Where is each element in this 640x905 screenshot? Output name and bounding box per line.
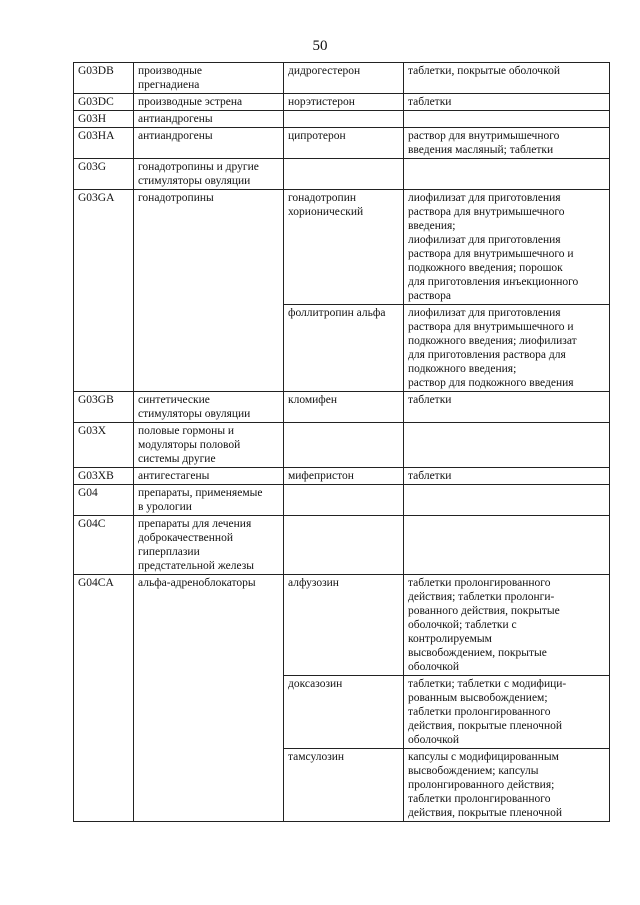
atc-code: G04CA <box>74 575 134 822</box>
table-row <box>74 516 610 575</box>
table-row <box>74 159 610 190</box>
drug-name: доксазозин <box>284 676 404 749</box>
drug-name: ципротерон <box>284 128 404 159</box>
dosage-form: таблетки; таблетки с модифици- рованным высвобождением; таблетки пролонгированного действия, покрытые пленочной оболочкой <box>404 676 610 749</box>
table-row <box>74 468 610 485</box>
atc-code: G03GB <box>74 392 134 423</box>
group-name: гонадотропины <box>134 190 284 392</box>
drug-name <box>284 159 404 190</box>
dosage-form <box>404 159 610 190</box>
table-row <box>74 94 610 111</box>
atc-code: G03DB <box>74 63 134 94</box>
atc-code: G03XB <box>74 468 134 485</box>
drug-name: дидрогестерон <box>284 63 404 94</box>
drug-name: гонадотропин хорионический <box>284 190 404 305</box>
group-name: препараты для лечения доброкачественной гиперплазии предстательной железы <box>134 516 284 575</box>
dosage-form: капсулы с модифицированным высвобождением; капсулы пролонгированного действия; таблетки пролонгированного действия, покрытые пленочной <box>404 749 610 822</box>
group-name: антиандрогены <box>134 111 284 128</box>
dosage-form <box>404 111 610 128</box>
drug-classification-table <box>73 62 610 822</box>
dosage-form <box>404 485 610 516</box>
atc-code: G03H <box>74 111 134 128</box>
drug-name: мифепристон <box>284 468 404 485</box>
table-row <box>74 111 610 128</box>
dosage-form <box>404 516 610 575</box>
atc-code: G03G <box>74 159 134 190</box>
dosage-form: раствор для внутримышечного введения масляный; таблетки <box>404 128 610 159</box>
table-row <box>74 392 610 423</box>
drug-name: кломифен <box>284 392 404 423</box>
drug-name: норэтистерон <box>284 94 404 111</box>
atc-code: G04 <box>74 485 134 516</box>
table-row <box>74 63 610 94</box>
dosage-form: лиофилизат для приготовления раствора для внутримышечного введения; лиофилизат для приготовления раствора для внутримышечного и подкожного введения; порошок для приготовления инъекционного раствора <box>404 190 610 305</box>
atc-code: G03DC <box>74 94 134 111</box>
group-name: гонадотропины и другие стимуляторы овуляции <box>134 159 284 190</box>
dosage-form: таблетки пролонгированного действия; таблетки пролонги- рованного действия, покрытые оболочкой; таблетки с контролируемым высвобождением, покрытые оболочкой <box>404 575 610 676</box>
dosage-form: лиофилизат для приготовления раствора для внутримышечного и подкожного введения; лиофилизат для приготовления раствора для подкожного введения; раствор для подкожного введения <box>404 305 610 392</box>
drug-name <box>284 516 404 575</box>
group-name: антиандрогены <box>134 128 284 159</box>
drug-name <box>284 485 404 516</box>
drug-name: алфузозин <box>284 575 404 676</box>
dosage-form: таблетки <box>404 94 610 111</box>
group-name: синтетические стимуляторы овуляции <box>134 392 284 423</box>
drug-name <box>284 111 404 128</box>
table-row <box>74 423 610 468</box>
atc-code: G04C <box>74 516 134 575</box>
table-row <box>74 190 610 305</box>
atc-code: G03GA <box>74 190 134 392</box>
dosage-form: таблетки <box>404 392 610 423</box>
table-row <box>74 575 610 676</box>
dosage-form <box>404 423 610 468</box>
drug-name <box>284 423 404 468</box>
dosage-form: таблетки, покрытые оболочкой <box>404 63 610 94</box>
table-row <box>74 485 610 516</box>
drug-name: тамсулозин <box>284 749 404 822</box>
group-name: производные эстрена <box>134 94 284 111</box>
group-name: препараты, применяемые в урологии <box>134 485 284 516</box>
group-name: альфа-адреноблокаторы <box>134 575 284 822</box>
drug-name: фоллитропин альфа <box>284 305 404 392</box>
dosage-form: таблетки <box>404 468 610 485</box>
page-number: 50 <box>312 38 328 54</box>
atc-code: G03HA <box>74 128 134 159</box>
atc-code: G03X <box>74 423 134 468</box>
group-name: половые гормоны и модуляторы половой системы другие <box>134 423 284 468</box>
group-name: антигестагены <box>134 468 284 485</box>
table-row <box>74 128 610 159</box>
group-name: производные прегнадиена <box>134 63 284 94</box>
